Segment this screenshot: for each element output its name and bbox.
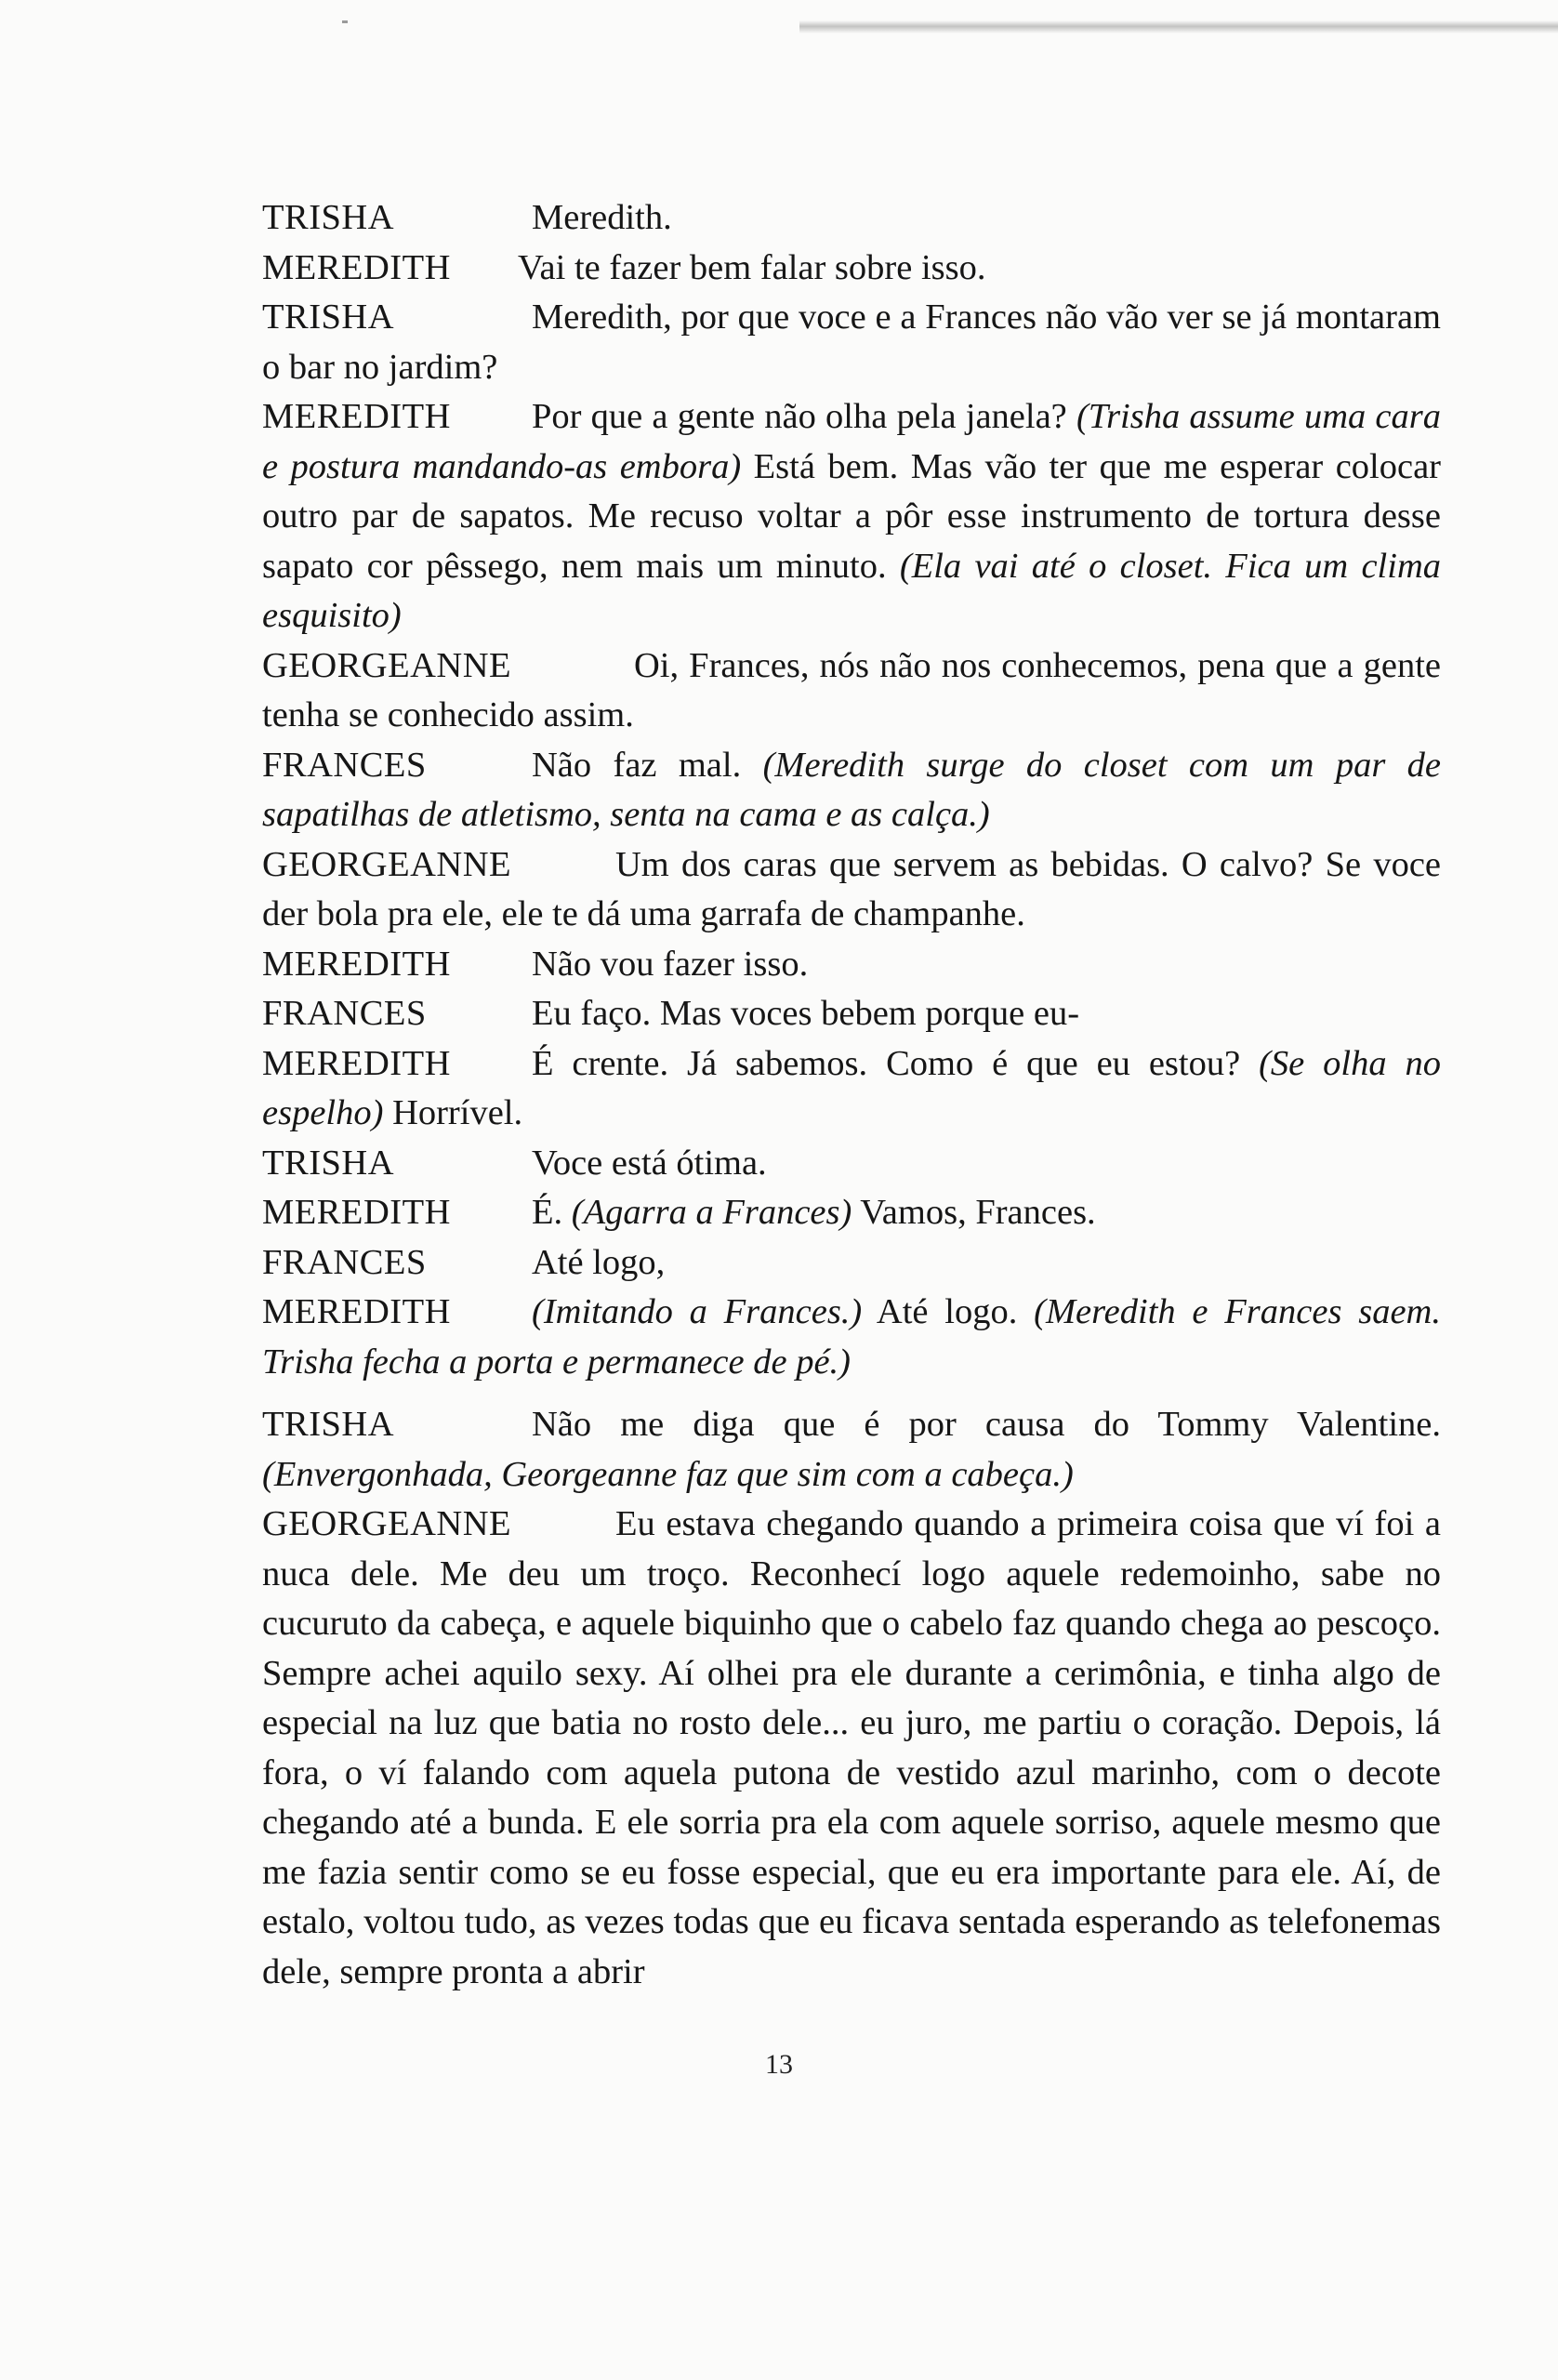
dialogue-text: Horrível. [392,1093,523,1132]
scan-edge-shadow [799,20,1558,33]
dialogue-text: É. [532,1193,563,1232]
dialogue-text: Um dos caras que servem as bebidas. O calvo? Se voce der bola pra ele, ele te dá uma garrafa de champanhe. [262,844,1441,933]
speaker-name: MEREDITH [262,1193,451,1232]
dialogue-text: Não me diga que é por causa do Tommy Valentine. [532,1405,1441,1444]
speaker-name: MEREDITH [262,1043,451,1083]
dialogue-line [262,641,1441,741]
speaker-name: FRANCES [262,745,427,785]
dialogue-line [262,1238,1441,1289]
speaker-name: GEORGEANNE [262,1504,512,1543]
dialogue-line [262,1139,1441,1189]
dialogue-text: Meredith, por que voce e a Frances não vão ver se já montaram o bar no jardim? [262,298,1441,387]
speaker-name: TRISHA [262,198,395,237]
dialogue-line [262,840,1441,940]
speaker-name: TRISHA [262,1143,395,1183]
dialogue-line [262,1400,1441,1500]
speaker-name: MEREDITH [262,397,451,436]
dialogue-text: Está bem. Mas vão ter que me esperar colocar outro par de sapatos. Me recuso voltar a pôr esse instrumento de tortura desse sapato cor pêssego, nem mais um minuto. [262,446,1441,586]
dialogue-line [262,989,1441,1039]
dialogue-line [262,293,1441,392]
stage-direction: (Se olha no espelho) [262,1043,1441,1132]
dialogue-line [262,1039,1441,1139]
play-script-text [262,193,1441,1997]
dialogue-line [262,392,1441,641]
stage-direction: (Meredith e Frances saem. Trisha fecha a porta e permanece de pé.) [262,1292,1441,1382]
dialogue-text: Voce está ótima. [532,1143,767,1183]
speaker-name: FRANCES [262,1242,427,1282]
dialogue-text: Até logo, [532,1242,666,1282]
dialogue-text: É crente. Já sabemos. Como é que eu estou? [532,1043,1241,1083]
speaker-name: TRISHA [262,1405,395,1444]
speaker-name: MEREDITH [262,944,451,984]
dialogue-line [262,1188,1441,1238]
dialogue-text: Por que a gente não olha pela janela? [532,397,1067,436]
dialogue-text: Vamos, Frances. [860,1193,1096,1232]
stage-direction: (Meredith surge do closet com um par de sapatilhas de atletismo, senta na cama e as calça.) [262,745,1441,834]
dialogue-text: Meredith. [532,198,672,237]
dialogue-line [262,741,1441,840]
dialogue-text: Até logo. [876,1292,1018,1331]
dialogue-text: Eu estava chegando quando a primeira coisa que ví foi a nuca dele. Me deu um troço. Reconhecí logo aquele redemoinho, sabe no cucuruto da cabeça, e aquele biquinho que o cabelo faz quando chega ao pescoço. Sempre achei aquilo sexy. Aí olhei pra ele durante a cerimônia, e tinha algo de especial na luz que batia no rosto dele... eu juro, me partiu o coração. Depois, lá fora, o ví falando com aquela putona de vestido azul marinho, com o decote chegando até a bunda. E ele sorria pra ela com aquele sorriso, aquele mesmo que me fazia sentir como se eu fosse especial, que eu era importante para ele. Aí, de estalo, voltou tudo, as vezes todas que eu ficava sentada esperando as telefonemas dele, sempre pronta a abrir [262,1504,1441,1991]
speaker-name: MEREDITH [262,1292,451,1331]
stage-direction: (Trisha assume uma cara e postura mandando-as embora) [262,397,1442,486]
dialogue-line [262,1288,1441,1387]
dialogue-text: Eu faço. Mas voces bebem porque eu- [532,994,1080,1033]
dialogue-text: Não faz mal. [532,745,742,785]
speaker-name: FRANCES [262,994,427,1033]
stage-direction: (Agarra a Frances) [571,1193,852,1232]
dialogue-line [262,1500,1441,1997]
speaker-name: MEREDITH [262,247,451,287]
dialogue-line [262,244,1441,294]
dialogue-text: Oi, Frances, nós não nos conhecemos, pena que a gente tenha se conhecido assim. [262,645,1441,734]
speaker-name: GEORGEANNE [262,645,512,685]
stage-direction: (Envergonhada, Georgeanne faz que sim com a cabeça.) [262,1454,1074,1494]
dialogue-line [262,940,1441,990]
speaker-name: TRISHA [262,298,395,337]
dialogue-text: Vai te fazer bem falar sobre isso. [518,247,986,287]
stage-direction: (Imitando a Frances.) [532,1292,863,1331]
dialogue-line [262,193,1441,244]
speaker-name: GEORGEANNE [262,844,512,884]
page-number: 13 [765,2049,793,2080]
scan-speck [342,20,348,23]
stage-direction: (Ela vai até o closet. Fica um clima esquisito) [262,546,1441,635]
dialogue-text: Não vou fazer isso. [532,944,809,984]
